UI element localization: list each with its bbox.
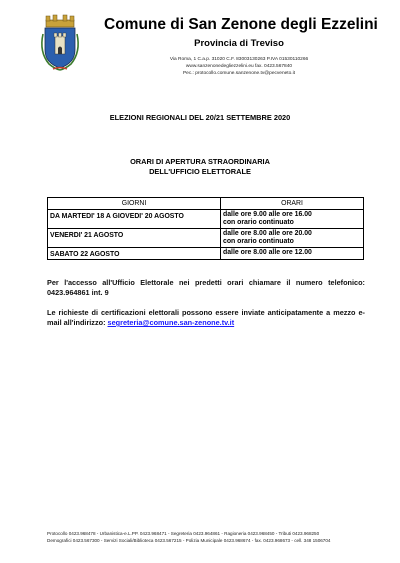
address-line: Via Roma, 1 C.a.p. 31020 C.F. 83003130263 P.IVA 01530110266 xyxy=(169,57,309,62)
pec-line: Pec.: protocollo.comune.sanzenone.tv@pecveneto.it xyxy=(182,71,296,76)
column-header-hours: ORARI xyxy=(221,198,364,210)
hours-heading-line1: ORARI DI APERTURA STRAORDINARIA xyxy=(130,157,270,166)
table-header-row xyxy=(48,198,364,210)
certificate-instructions xyxy=(47,308,365,328)
coat-of-arms-icon xyxy=(37,14,83,72)
row-hours-line1: dalle ore 8.00 alle ore 12.00 xyxy=(223,248,312,256)
row-hours-line2: con orario continuato xyxy=(223,219,294,226)
hours-heading-line2: DELL'UFFICIO ELETTORALE xyxy=(149,167,251,176)
row-days: VENERDI' 21 AGOSTO xyxy=(48,229,221,248)
row-hours-line2: con orario continuato xyxy=(223,238,294,245)
row-days: SABATO 22 AGOSTO xyxy=(48,248,221,260)
certificate-instructions-text: Le richieste di certificazioni elettorali possono essere inviate anticipatamente a mezzo e-mail all'indirizzo: xyxy=(47,308,365,327)
schedule-table xyxy=(47,197,364,260)
phone-instructions: Per l'accesso all'Ufficio Elettorale nei predetti orari chiamare il numero telefonico: 0423.964861 int. 9 xyxy=(47,278,365,297)
row-hours-line1: dalle ore 8.00 alle ore 20.00 xyxy=(223,229,312,237)
election-heading: ELEZIONI REGIONALI DEL 20/21 SETTEMBRE 2020 xyxy=(109,113,291,122)
table-row xyxy=(48,210,364,229)
email-link[interactable]: segreteria@comune.san-zenone.tv.it xyxy=(107,318,235,327)
province-name: Provincia di Treviso xyxy=(194,38,284,49)
column-header-days: GIORNI xyxy=(48,198,221,210)
table-row xyxy=(48,229,364,248)
row-days: DA MARTEDI' 18 A GIOVEDI' 20 AGOSTO xyxy=(48,210,221,229)
footer-phones-line2: Demografici 0423.567300 - Servizi Sociali/Biblioteca 0423.567215 - Polizia Municipale 0423.968674 - fax. 0423.968673 - cell. 348 1506704 xyxy=(47,538,331,543)
footer-phones-line1: Protocollo 0423.968478 - Urbanistica-e.L.PP. 0423.968471 - Segreteria 0423.964861 - Ragioneria 0423.968450 - Tributi 0423.968250 xyxy=(47,531,320,536)
row-hours xyxy=(221,210,364,229)
municipality-name: Comune di San Zenone degli Ezzelini xyxy=(104,16,378,33)
row-hours xyxy=(221,248,364,260)
table-row xyxy=(48,248,364,260)
row-hours-line1: dalle ore 9.00 alle ore 16.00 xyxy=(223,210,312,218)
website-fax-line: www.sanzenonedegliezzelini.eu fax. 0423.567840 xyxy=(185,64,293,69)
row-hours xyxy=(221,229,364,248)
